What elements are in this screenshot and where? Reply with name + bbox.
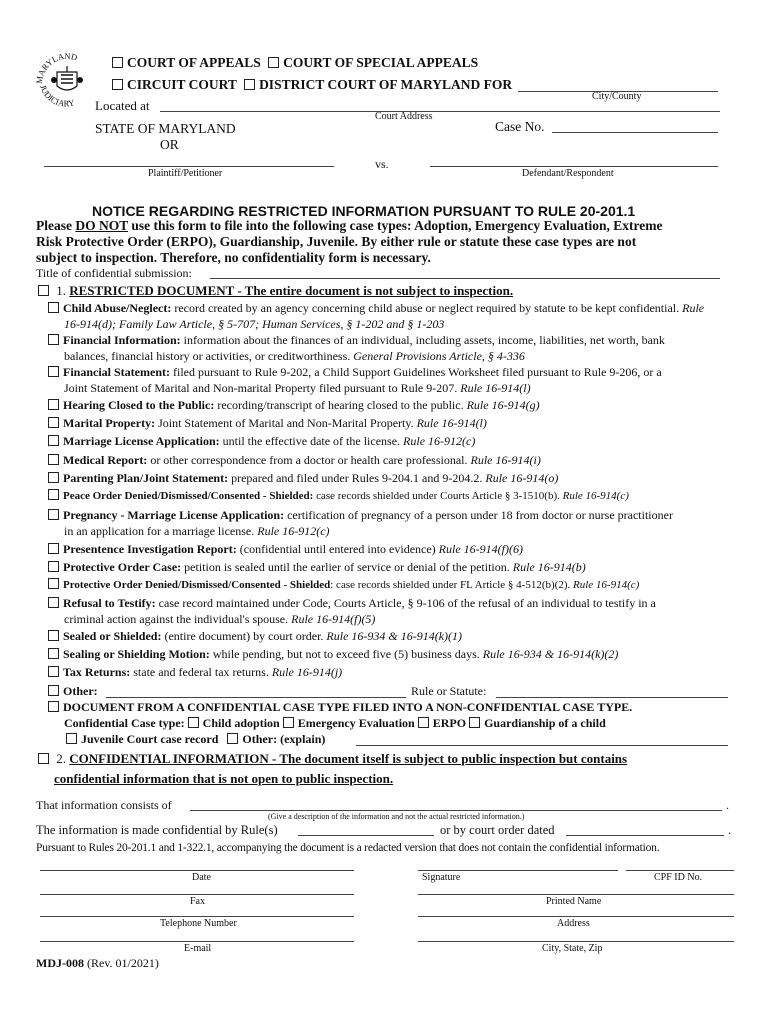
list-item: Pregnancy - Marriage License Application: certification of pregnancy of a person under 18 from doctor or nurse practitioner in an application for a marriage license. Rule 16-912(c) (48, 507, 738, 539)
section-2-heading-line-2: confidential information that is not open to public inspection. (54, 771, 394, 786)
confidential-case-type-row: Confidential Case type: Child adoption Emergency Evaluation ERPO Guardianship of a child (64, 716, 606, 730)
defendant-caption: Defendant/Respondent (522, 168, 614, 179)
signature-field[interactable] (418, 870, 618, 871)
court-of-appeals-checkbox[interactable] (112, 57, 123, 68)
list-item: Marriage License Application: until the effective date of the license. Rule 16-912(c) (48, 433, 738, 449)
or-label: OR (160, 137, 179, 152)
list-item: Protective Order Denied/Dismissed/Consented - Shielded: case records shielded under FL Article § 4-512(b)(2). Rule 16-914(c) (48, 577, 738, 593)
seal-top-text: MARYLAND (34, 50, 79, 85)
medical-report-checkbox[interactable] (48, 454, 59, 465)
cpf-id-caption: CPF ID No. (654, 872, 703, 883)
cpf-id-field[interactable] (626, 870, 734, 871)
city-state-zip-caption: City, State, Zip (542, 943, 603, 954)
list-item: Marital Property: Joint Statement of Marital and Non-Marital Property. Rule 16-914(l) (48, 415, 738, 431)
rule-or-statute-label: Rule or Statute: (411, 684, 487, 698)
marital-property-checkbox[interactable] (48, 417, 59, 428)
or-by-order-label: or by court order dated (440, 823, 555, 837)
court-selection-row-1 (112, 55, 478, 71)
defendant-field[interactable] (430, 166, 718, 167)
notice-intro-line-1: Please DO NOT use this form to file into the following case types: Adoption, Emergency Evaluation, Extreme (36, 218, 663, 233)
maryland-judiciary-seal (34, 48, 100, 114)
email-field[interactable] (40, 941, 354, 942)
sealing-motion-checkbox[interactable] (48, 648, 59, 659)
plaintiff-field[interactable] (44, 166, 334, 167)
rule-or-statute-field[interactable] (496, 697, 728, 698)
list-item: Hearing Closed to the Public: recording/transcript of hearing closed to the public. Rule 16-914(g) (48, 397, 738, 413)
court-address-caption: Court Address (375, 111, 433, 122)
list-item: Financial Information: information about the finances of an individual, including assets, income, liabilities, net worth, bank balances, financial history or activities, or creditworthiness. General Provisions Article, § 4-336 (48, 332, 738, 364)
list-item: Sealing or Shielding Motion: while pending, but not to exceed five (5) business days. Rule 16-934 & 16-914(k)(2) (48, 646, 738, 662)
notice-title: NOTICE REGARDING RESTRICTED INFORMATION PURSUANT TO RULE 20-201.1 (92, 203, 636, 219)
list-item: Presentence Investigation Report: (confidential until entered into evidence) Rule 16-914(f)(6) (48, 541, 738, 557)
notice-intro-line-3: subject to inspection. Therefore, no confidentiality form is necessary. (36, 250, 431, 265)
marriage-license-checkbox[interactable] (48, 435, 59, 446)
info-consists-label: That information consists of (36, 798, 172, 812)
circuit-court-checkbox[interactable] (112, 79, 123, 90)
case-no-field[interactable] (552, 132, 718, 133)
pursuant-statement: Pursuant to Rules 20-201.1 and 1-322.1, accompanying the document is a redacted version that does not contain the confidential information. (36, 842, 660, 854)
district-court-checkbox[interactable] (244, 79, 255, 90)
financial-statement-checkbox[interactable] (48, 366, 59, 377)
address-caption: Address (557, 918, 590, 929)
guardianship-checkbox[interactable] (469, 717, 480, 728)
case-no-label: Case No. (495, 119, 545, 134)
court-address-field[interactable] (160, 111, 720, 112)
pregnancy-checkbox[interactable] (48, 509, 59, 520)
juvenile-checkbox[interactable] (66, 733, 77, 744)
court-of-special-appeals-checkbox[interactable] (268, 57, 279, 68)
email-caption: E-mail (184, 943, 212, 954)
printed-name-caption: Printed Name (546, 896, 602, 907)
hearing-closed-checkbox[interactable] (48, 399, 59, 410)
court-of-appeals-label: COURT OF APPEALS (127, 55, 261, 70)
peace-order-checkbox[interactable] (48, 489, 59, 500)
state-of-maryland: STATE OF MARYLAND (95, 121, 236, 136)
order-period: . (728, 823, 732, 837)
court-of-special-appeals-label: COURT OF SPECIAL APPEALS (283, 55, 479, 70)
city-county-caption: City/County (592, 91, 642, 102)
located-at-label: Located at (95, 98, 150, 113)
protective-order-case-checkbox[interactable] (48, 561, 59, 572)
give-description-caption: (Give a description of the information and not the actual restricted information.) (268, 812, 525, 821)
notice-intro-line-2: Risk Protective Order (ERPO), Guardianship, Juvenile. By either rule or statute these case types are not (36, 234, 637, 249)
city-state-zip-field[interactable] (418, 941, 734, 942)
circuit-court-label: CIRCUIT COURT (127, 77, 237, 92)
title-of-submission-field[interactable] (210, 278, 720, 279)
sealed-or-shielded-checkbox[interactable] (48, 630, 59, 641)
child-adoption-checkbox[interactable] (188, 717, 199, 728)
list-item: Protective Order Case: petition is sealed until the earlier of service or denial of the petition. Rule 16-914(b) (48, 559, 738, 575)
refusal-to-testify-checkbox[interactable] (48, 597, 59, 608)
printed-name-field[interactable] (418, 894, 734, 895)
info-consists-field[interactable] (190, 810, 722, 811)
child-abuse-checkbox[interactable] (48, 302, 59, 313)
presentence-checkbox[interactable] (48, 543, 59, 554)
list-item: Peace Order Denied/Dismissed/Consented - Shielded: case records shielded under Courts Article § 3-1510(b). Rule 16-914(c) (48, 488, 738, 504)
made-confidential-label: The information is made confidential by Rule(s) (36, 823, 278, 837)
court-selection-row-2 (112, 77, 512, 93)
list-item: Refusal to Testify: case record maintained under Code, Courts Article, § 9-106 of the refusal of an individual to testify in a criminal action against the individual's spouse. Rule 16-914(f)(5) (48, 595, 738, 627)
section-2-heading: 2. CONFIDENTIAL INFORMATION - The document itself is subject to public inspection but contains (38, 751, 627, 767)
protective-order-shielded-checkbox[interactable] (48, 578, 59, 589)
section-1-checkbox[interactable] (38, 285, 49, 296)
list-item: Parenting Plan/Joint Statement: prepared and filed under Rules 9-204.1 and 9-204.2. Rule 16-914(o) (48, 470, 738, 486)
other-field[interactable] (106, 697, 406, 698)
other-explain-field[interactable] (356, 745, 728, 746)
telephone-caption: Telephone Number (160, 918, 237, 929)
section-1-heading: 1. RESTRICTED DOCUMENT - The entire document is not subject to inspection. (38, 283, 513, 299)
erpo-checkbox[interactable] (418, 717, 429, 728)
rules-field[interactable] (298, 835, 434, 836)
title-of-submission-label: Title of confidential submission: (36, 266, 192, 280)
list-item: Tax Returns: state and federal tax returns. Rule 16-914(j) (48, 664, 738, 680)
list-item: Sealed or Shielded: (entire document) by court order. Rule 16-934 & 16-914(k)(1) (48, 628, 738, 644)
date-caption: Date (192, 872, 211, 883)
financial-information-checkbox[interactable] (48, 334, 59, 345)
tax-returns-checkbox[interactable] (48, 666, 59, 677)
emergency-evaluation-checkbox[interactable] (283, 717, 294, 728)
list-item: Financial Statement: filed pursuant to Rule 9-202, a Child Support Guidelines Worksheet filed pursuant to Rule 9-206, or a Joint Statement of Marital and Non-marital Property filed pursuant to Rule 9-207. Rule 16-914(l) (48, 364, 738, 396)
seal-bottom-text: JUDICIARY (38, 83, 76, 109)
list-item: Child Abuse/Neglect: record created by an agency concerning child abuse or neglect required by statute to be kept confidential. Rule 16-914(d); Family Law Article, § 5-707; Human Services, § 1-202 and § 1-203 (48, 300, 738, 332)
section-2-checkbox[interactable] (38, 753, 49, 764)
list-item: Medical Report: or other correspondence from a doctor or health care professional. Rule 16-914(i) (48, 452, 738, 468)
fax-field[interactable] (40, 894, 354, 895)
parenting-plan-checkbox[interactable] (48, 472, 59, 483)
vs-label: vs. (375, 157, 389, 171)
plaintiff-caption: Plaintiff/Petitioner (148, 168, 223, 179)
date-field[interactable] (40, 870, 354, 871)
address-field[interactable] (418, 916, 734, 917)
district-court-label: DISTRICT COURT OF MARYLAND FOR (259, 77, 513, 92)
telephone-field[interactable] (40, 916, 354, 917)
fax-caption: Fax (190, 896, 205, 907)
other-explain-checkbox[interactable] (227, 733, 238, 744)
form-id: MDJ-008 (Rev. 01/2021) (36, 956, 159, 970)
doc-from-confidential-row: DOCUMENT FROM A CONFIDENTIAL CASE TYPE FILED INTO A NON-CONFIDENTIAL CASE TYPE. (48, 700, 632, 715)
order-date-field[interactable] (566, 835, 724, 836)
signature-caption: Signature (422, 872, 461, 883)
other-checkbox[interactable] (48, 685, 59, 696)
doc-from-confidential-checkbox[interactable] (48, 701, 59, 712)
other-row: Other: (48, 684, 98, 699)
juvenile-row: Juvenile Court case record Other: (explain) (66, 732, 325, 747)
info-period: . (726, 798, 729, 812)
